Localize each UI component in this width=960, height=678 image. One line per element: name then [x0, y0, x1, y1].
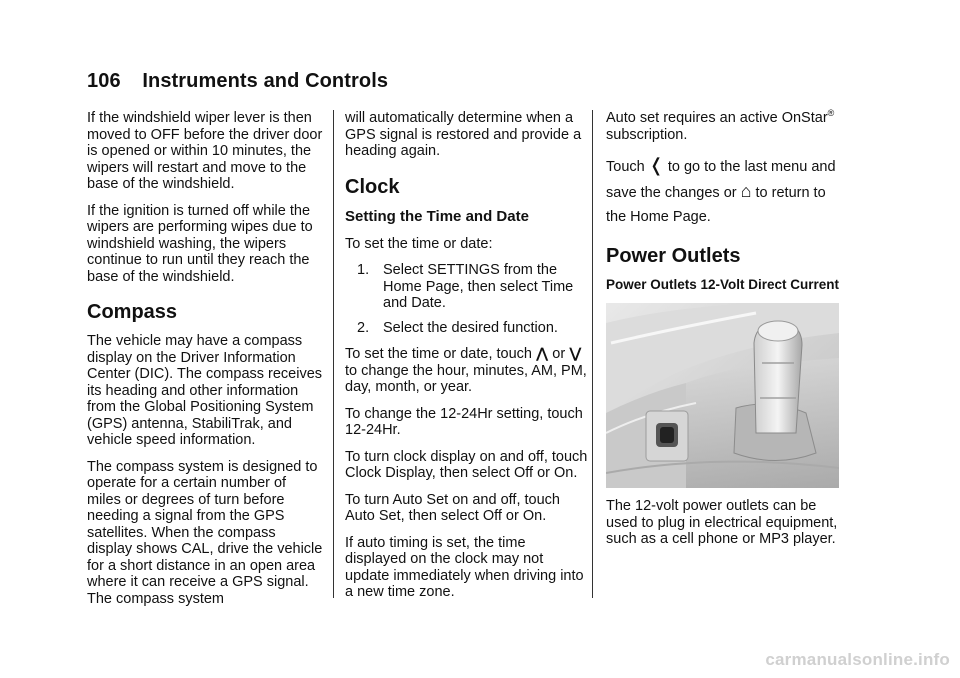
- paragraph: To turn Auto Set on and off, touch Auto Set, then select Off or On.: [345, 491, 560, 524]
- power-outlets-subheading: Power Outlets 12-Volt Direct Current: [606, 277, 840, 292]
- paragraph: The compass system is designed to operate for a certain number of miles or degrees of turn before needing a signal from the GPS satellites. When the compass display shows CAL, drive the vehicle for a short distance in an open area where it can receive a GPS signal. The compass system: [87, 458, 323, 607]
- list-item: [357, 262, 590, 312]
- paragraph: The 12-volt power outlets can be used to plug in electrical equipment, such as a cell phone or MP3 player.: [606, 498, 838, 547]
- text: or: [552, 346, 566, 362]
- paragraph: To change the 12-24Hr setting, touch 12-24Hr.: [345, 405, 583, 438]
- console-illustration: [606, 303, 839, 488]
- compass-heading: Compass: [87, 301, 178, 323]
- paragraph: If auto timing is set, the time displayed on the clock may not update immediately when driving into a new time zone.: [345, 534, 584, 600]
- column-divider: [333, 110, 334, 598]
- paragraph: To set the time or date:: [345, 235, 493, 252]
- text: to go to the last menu and save the changes or: [606, 159, 836, 201]
- back-icon: ❬: [648, 155, 664, 175]
- step-text: Select the desired function.: [383, 319, 558, 336]
- page-header: [87, 70, 388, 93]
- text: to return to the Home Page.: [606, 185, 826, 225]
- setting-time-date-heading: Setting the Time and Date: [345, 207, 529, 225]
- step-number: 2.: [357, 319, 370, 336]
- column-1: [87, 110, 323, 617]
- power-outlets-heading: Power Outlets: [606, 245, 741, 267]
- paragraph: If the ignition is turned off while the wipers are performing wipes due to windshield washing, the wipers continue to run until they reach the base of the windshield.: [87, 202, 313, 285]
- paragraph: To turn clock display on and off, touch Clock Display, then select Off or On.: [345, 448, 588, 481]
- registered-mark: ®: [827, 108, 835, 119]
- paragraph: If the windshield wiper lever is then moved to OFF before the driver door is opened or within 10 minutes, the wipers will restart and move to the base of the windshield.: [87, 110, 323, 192]
- steps-list: [345, 262, 590, 336]
- list-item: [357, 320, 590, 337]
- step-number: 1.: [357, 262, 370, 278]
- chevron-down-icon: ⋁: [569, 346, 582, 362]
- chevron-up-icon: ⋀: [536, 346, 549, 362]
- paragraph: [345, 346, 590, 396]
- step-text: Select SETTINGS from the Home Page, then select Time and Date.: [383, 262, 574, 311]
- text: Auto set requires an active OnStar: [606, 110, 828, 126]
- paragraph: The vehicle may have a compass display on the Driver Information Center (DIC). The compass receives its heading and other information from the Global Positioning System (GPS) antenna, StabiliTrak, and vehicle speed information.: [87, 333, 323, 448]
- page-number: 106: [87, 70, 121, 92]
- column-2: [345, 110, 590, 611]
- clock-heading: Clock: [345, 175, 400, 198]
- paragraph: will automatically determine when a GPS signal is restored and provide a heading again.: [345, 110, 582, 159]
- column-3: [606, 110, 841, 558]
- home-icon: ⌂: [740, 181, 752, 201]
- paragraph: [606, 153, 841, 229]
- text: Touch: [606, 159, 645, 175]
- watermark: carmanualsonline.info: [765, 650, 950, 669]
- text: subscription.: [606, 126, 688, 143]
- text: To set the time or date, touch: [345, 346, 532, 362]
- section-title: Instruments and Controls: [142, 70, 389, 92]
- power-outlet-photo: [606, 303, 839, 488]
- column-divider: [592, 110, 593, 598]
- paragraph: [606, 110, 841, 143]
- text: to change the hour, minutes, AM, PM, day, month, or year.: [345, 362, 587, 395]
